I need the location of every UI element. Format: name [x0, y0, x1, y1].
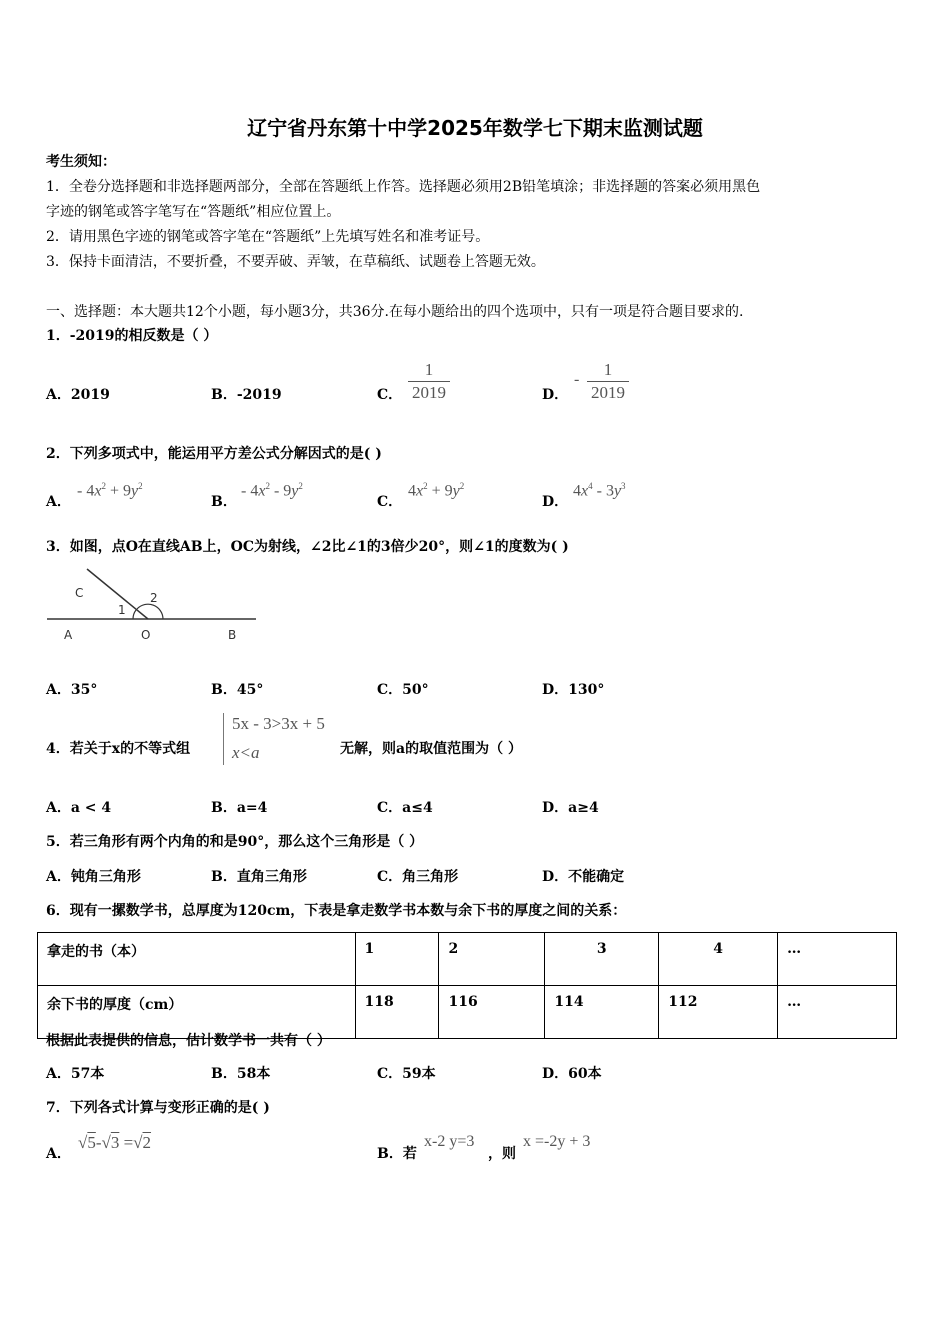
- q1-option-a: A．2019: [46, 387, 110, 403]
- table-cell: 118: [355, 986, 439, 1039]
- q1-d-denominator: 2019: [591, 383, 625, 402]
- table-cell: 112: [659, 986, 778, 1039]
- q2-c-expression: $4x^2 + 9y^2$: [408, 481, 465, 500]
- q7-option-a: A．: [46, 1146, 71, 1162]
- notice-line-2: 2．请用黑色字迹的钢笔或答字笔在“答题纸”上先填写姓名和准考证号。: [46, 229, 490, 245]
- q3-figure: [40, 565, 265, 645]
- notice-line-3: 3．保持卡面清洁，不要折叠，不要弄破、弄皱，在草稿纸、试题卷上答题无效。: [46, 254, 545, 270]
- q7-option-b-mid: ，则: [488, 1146, 516, 1162]
- q6-option-a: A．57本: [46, 1066, 105, 1082]
- table-cell: …: [778, 986, 897, 1039]
- q1-option-d: D．: [542, 387, 569, 403]
- q3-stem: 3．如图，点O在直线AB上，OC为射线，∠2比∠1的3倍少20°，则∠1的度数为( ): [46, 539, 569, 555]
- q6-option-c: C．59本: [377, 1066, 436, 1082]
- q2-b-expression: - $4x^2 - 9y^2$: [241, 481, 303, 500]
- q2-option-d: D．: [542, 494, 569, 510]
- table-cell: 拿走的书（本）: [38, 933, 356, 986]
- q2-a-expression: - $4x^2 + 9y^2$: [77, 481, 143, 500]
- label-a: A: [64, 628, 73, 642]
- table-cell: 114: [545, 986, 659, 1039]
- q2-d-expression: $4x^4 - 3y^3$: [573, 481, 626, 500]
- q4-option-c: C．a≤4: [377, 800, 433, 816]
- q5-option-c: C．角三角形: [377, 869, 459, 885]
- label-c: C: [75, 586, 84, 600]
- q1-fraction-d: [587, 360, 629, 403]
- q4-inequality-2: x<a: [232, 743, 260, 762]
- label-angle-2: 2: [150, 591, 158, 605]
- q7-stem: 7．下列各式计算与变形正确的是( ): [46, 1100, 270, 1116]
- q1-c-numerator: 1: [424, 360, 434, 379]
- q1-stem: 1．-2019的相反数是（ ）: [46, 328, 218, 344]
- q7-option-b-prefix: B．若: [377, 1146, 417, 1162]
- page-title: 辽宁省丹东第十中学2025年数学七下期末监测试题: [247, 116, 703, 140]
- q5-stem: 5．若三角形有两个内角的和是90°，那么这个三角形是（ ）: [46, 834, 424, 850]
- q4-stem-suffix: 无解，则a的取值范围为（ ）: [340, 741, 522, 757]
- q3-option-b: B．45°: [211, 682, 264, 698]
- q1-fraction-c: [408, 360, 450, 403]
- q7-b-condition: x-2 y=3: [424, 1133, 475, 1150]
- q4-option-b: B．a=4: [211, 800, 268, 816]
- q2-stem: 2．下列多项式中，能运用平方差公式分解因式的是( ): [46, 446, 382, 462]
- q4-option-a: A．a < 4: [46, 800, 112, 816]
- label-b: B: [228, 628, 237, 642]
- table-cell: 3: [545, 933, 659, 986]
- table-row: [38, 933, 897, 986]
- q3-option-d: D．130°: [542, 682, 605, 698]
- q4-stem-prefix: 4．若关于x的不等式组: [46, 741, 191, 757]
- table-cell: 2: [439, 933, 545, 986]
- table-cell: 1: [355, 933, 439, 986]
- q3-option-a: A．35°: [46, 682, 98, 698]
- q1-d-sign: -: [574, 371, 580, 388]
- q6-table: [37, 932, 897, 1039]
- q6-option-b: B．58本: [211, 1066, 271, 1082]
- angle-1-arc: [133, 610, 136, 619]
- q4-system-brace: [223, 713, 230, 765]
- q7-a-expression: √5-√3 =√2: [78, 1133, 152, 1152]
- q6-option-d: D．60本: [542, 1066, 602, 1082]
- table-cell: 116: [439, 986, 545, 1039]
- q2-option-b: B．: [211, 494, 237, 510]
- q1-option-b: B．-2019: [211, 387, 282, 403]
- label-o: O: [141, 628, 151, 642]
- q5-option-b: B．直角三角形: [211, 869, 307, 885]
- notice-heading: 考生须知：: [46, 154, 116, 170]
- notice-line-1b: 字迹的钢笔或答字笔写在“答题纸”相应位置上。: [46, 204, 341, 220]
- q7-b-result: x =-2y + 3: [523, 1133, 591, 1150]
- notice-line-1a: 1．全卷分选择题和非选择题两部分，全部在答题纸上作答。选择题必须用2B铅笔填涂；非选择题的答案必须用黑色: [46, 179, 761, 195]
- q5-option-d: D．不能确定: [542, 869, 625, 885]
- q6-stem: 6．现有一摞数学书，总厚度为120cm，下表是拿走数学书本数与余下书的厚度之间的关系：: [46, 903, 627, 919]
- table-cell: …: [778, 933, 897, 986]
- angle-2-arc: [137, 604, 163, 619]
- section-heading: 一、选择题：本大题共12个小题，每小题3分，共36分.在每小题给出的四个选项中，只有一项是符合题目要求的.: [46, 304, 744, 320]
- q1-option-c: C．: [377, 387, 403, 403]
- q3-option-c: C．50°: [377, 682, 429, 698]
- table-cell: 余下书的厚度（cm）: [38, 986, 356, 1039]
- q4-option-d: D．a≥4: [542, 800, 599, 816]
- q1-c-denominator: 2019: [412, 383, 446, 402]
- table-cell: 4: [659, 933, 778, 986]
- q1-d-numerator: 1: [603, 360, 613, 379]
- q6-after-table: 根据此表提供的信息，估计数学书一共有（ ）: [46, 1033, 331, 1049]
- q2-option-a: A．: [46, 494, 71, 510]
- label-angle-1: 1: [118, 603, 126, 617]
- q2-option-c: C．: [377, 494, 403, 510]
- q4-inequality-1: 5x - 3>3x + 5: [232, 714, 325, 733]
- q5-option-a: A．钝角三角形: [46, 869, 141, 885]
